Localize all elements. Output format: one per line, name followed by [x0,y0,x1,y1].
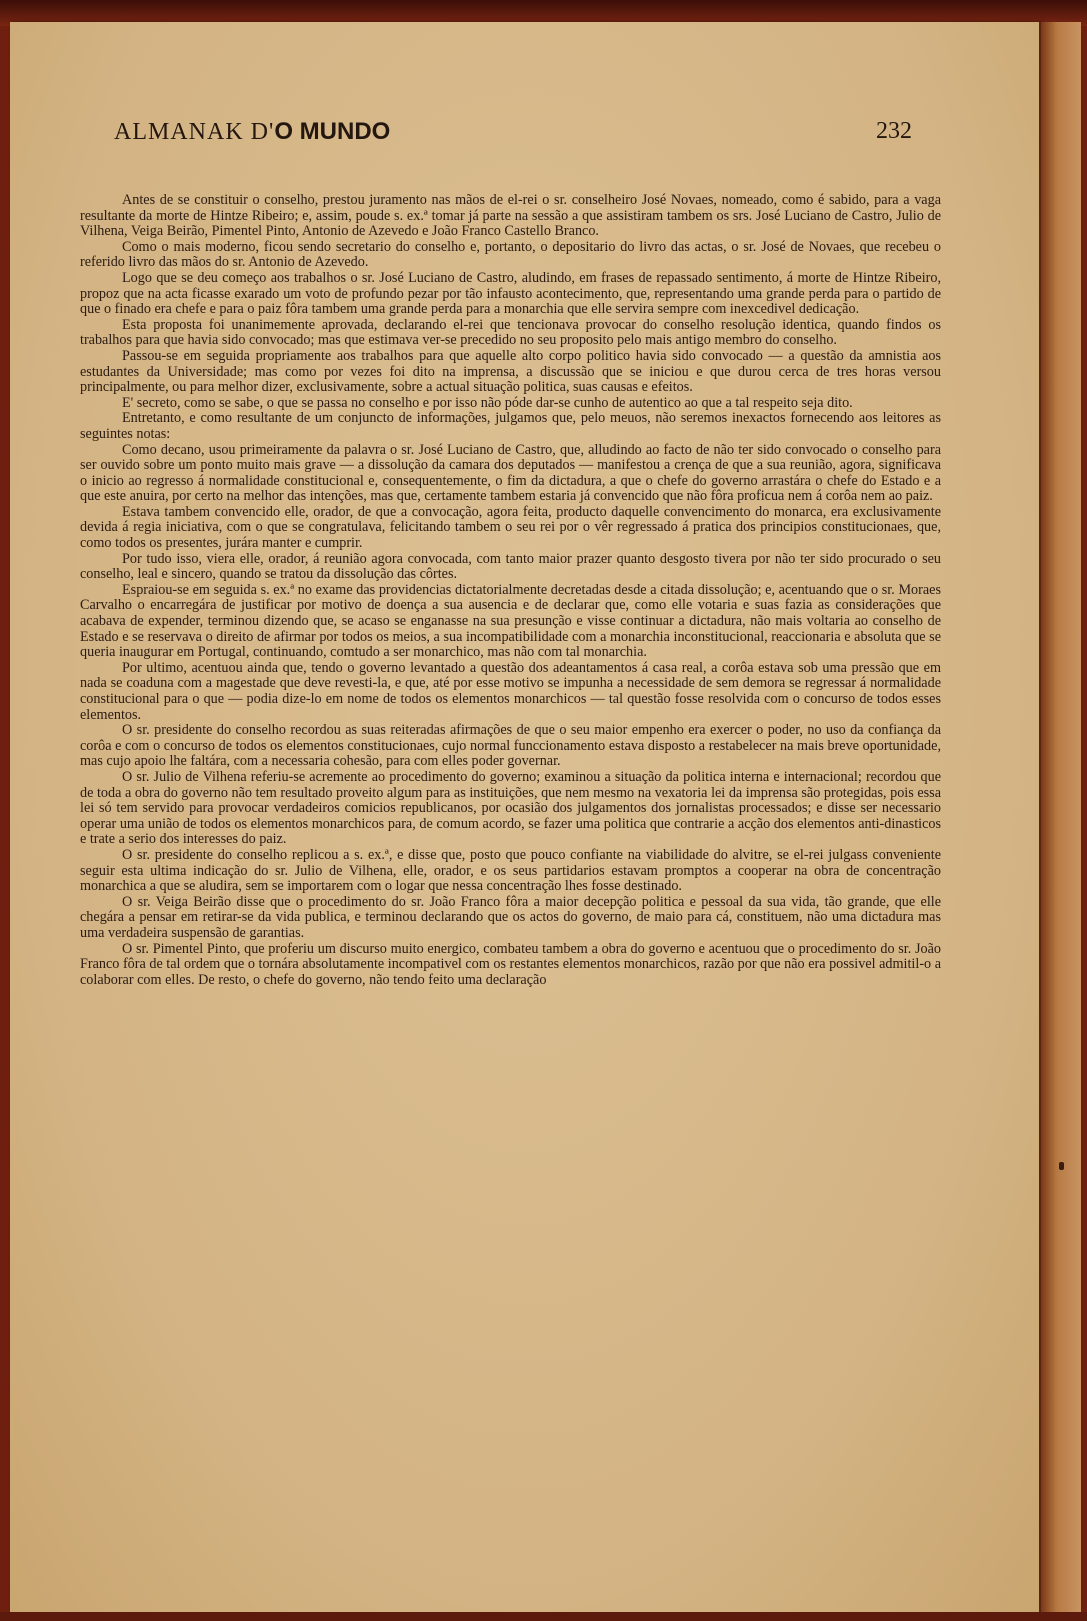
paragraph: Esta proposta foi unanimemente aprovada, declarando el-rei que tencionava provocar do conselho resolução identica, quando findos os trabalhos para que havia sido convocado; mas que estimava ver-se precedido no seu proposito pelo mais antigo membro do conselho. [80,316,941,349]
paragraph: Por ultimo, acentuou ainda que, tendo o governo levantado a questão dos adeantamentos á casa real, a corôa estava sob uma pressão que em nada se coaduna com a magestade que deve revesti-la, e que, até por esse motivo se impunha a necessidade de sem demora se regressar á normalidade constitucional para o que — podia dize-lo em nome de todos os elementos monarchicos — tal questão fosse resolvida com o concurso de todos esses elementos. [80,659,941,723]
paragraph: Antes de se constituir o conselho, prestou juramento nas mãos de el-rei o sr. conselheiro José Novaes, nomeado, como é sabido, para a vaga resultante da morte de Hintze Ribeiro; e, assim, poude s. ex.ª tomar já parte na sessão a que assistiram tambem os srs. José Luciano de Castro, Julio de Vilhena, Veiga Beirão, Pimentel Pinto, Antonio de Azevedo e João Franco Castello Branco. [80,193,941,240]
paragraph: Por tudo isso, viera elle, orador, á reunião agora convocada, com tanto maior prazer quanto desgosto tivera por não ter sido procurado o seu conselho, leal e sincero, quando se tratou da dissolução das côrtes. [80,550,941,583]
paragraph: Como o mais moderno, ficou sendo secretario do conselho e, portanto, o depositario do livro das actas, o sr. José de Novaes, que recebeu o referido livro das mãos do sr. Antonio de Azevedo. [80,238,941,271]
running-header [114,118,912,158]
page-number: 232 [876,118,912,144]
paragraph: O sr. Julio de Vilhena referiu-se acremente ao procedimento do governo; examinou a situação da politica interna e internacional; recordou que de toda a obra do governo não tem resultado proveito algum para as instituições, que nem mesmo na vexatoria lei da imprensa são protegidas, pois essa lei só tem servido para provocar verdadeiros comicios republicanos, por ocasião dos julgamentos dos jornalistas processados; e disse ser necessario operar uma união de todos os elementos monarchicos para, de comum acordo, se fazer uma politica que contrarie a acção dos elementos anti-dinasticos e trate a serio dos interesses do paiz. [80,768,941,848]
paragraph: Como decano, usou primeiramente da palavra o sr. José Luciano de Castro, que, alludindo ao facto de não ter sido convocado o conselho para ser ouvido sobre um ponto muito mais grave — a dissolução da camara dos deputados — manifestou a crença de que a sua reunião, agora, significava o inicio ao regresso á normalidade constitucional e, consequentemente, o fim da dictadura, a que o chefe do governo arrastára o chefe do Estado e a que este anuira, por certo na melhor das intenções, mas que, certamente tambem estaria já convencido que não fôra proficua nem á corôa nem ao paiz. [80,441,941,505]
paragraph: Espraiou-se em seguida s. ex.ª no exame das providencias dictatorialmente decretadas desde a citada dissolução; e, acentuando que o sr. Moraes Carvalho o encarregára de justificar por motivo de doença a sua ausencia e de declarar que, como elle votaria e suas fazia as considerações que acabava de expender, terminou dizendo que, se acaso se enganasse na sua presunção e visse continuar a dictadura, não mais voltaria ao conselho de Estado e se reservava o direito de afirmar por todos os meios, a sua incompatibilidade com a monarchia inconstitucional, reaccionaria e absoluta que se queria inaugurar em Portugal, continuando, comtudo a ser monarchico, mas não com tal monarchia. [80,581,941,661]
paragraph: Passou-se em seguida propriamente aos trabalhos para que aquelle alto corpo politico havia sido convocado — a questão da amnistia aos estudantes da Universidade; mas como por vezes foi dito na imprensa, a discussão que se iniciou e que durou cerca de tres horas versou principalmente, ou para melhor dizer, exclusivamente, sobre a actual situação politica, suas causas e efeitos. [80,347,941,396]
paragraph: Logo que se deu começo aos trabalhos o sr. José Luciano de Castro, aludindo, em frases de repassado sentimento, á morte de Hintze Ribeiro, propoz que na acta ficasse exarado um voto de profundo pezar por tão infausto acontecimento, que, representando uma grande perda para o partido de que o finado era chefe e para o paiz fôra tambem uma grande perda para a monarchia que elle servira sempre com inexcedivel dedicação. [80,269,941,318]
paragraph: O sr. presidente do conselho replicou a s. ex.ª, e disse que, posto que pouco confiante na viabilidade do alvitre, se el-rei julgass conveniente seguir esta ultima indicação do sr. Julio de Vilhena, elle, orador, e os seus partidarios estavam promptos a cooperar na obra de concentração monarchica a que se aludira, sem se importarem com o logar que nessa concentração lhes fosse destinado. [80,846,941,895]
paragraph: Entretanto, e como resultante de um conjuncto de informações, julgamos que, pelo meuos, não seremos inexactos fornecendo aos leitores as seguintes notas: [80,410,941,442]
paragraph: O sr. presidente do conselho recordou as suas reiteradas afirmações de que o seu maior empenho era exercer o poder, no uso da confiança da corôa e com o concurso de todos os elementos constitucionaes, cujo normal funccionamento estava disposto a restabelecer na mais breve oportunidade, mas cujo apoio lhe faltára, com a necessaria cohesão, para com elles poder governar. [80,722,941,770]
page-edge-mark [1059,1162,1064,1170]
running-title [114,118,390,146]
running-title-part1: ALMANAK D' [114,119,275,145]
paragraph: E' secreto, como se sabe, o que se passa no conselho e por isso não póde dar-se cunho de autentico ao que a tal respeito seja dito. [122,394,853,411]
paragraph: O sr. Pimentel Pinto, que proferiu um discurso muito energico, combateu tambem a obra do governo e acentuou que o procedimento do sr. João Franco fôra de tal ordem que o tornára absolutamente incompativel com os restantes elementos monarchicos, razão por que não era possivel admitil-o a colaborar com elles. De resto, o chefe do governo, não tendo feito uma declaração [80,940,941,988]
article-body [80,193,941,1598]
running-title-part2: O MUNDO [274,118,391,145]
paragraph: O sr. Veiga Beirão disse que o procedimento do sr. João Franco fôra a maior decepção politica e pessoal da sua vida, tão grande, que elle chegára a pensar em retirar-se da vida publica, e terminou declarando que os actos do governo, de maio para cá, constituem, não uma dictadura mas uma verdadeira suspensão de garantias. [80,893,941,941]
background-bottom [0,1612,1087,1621]
page-edge [1039,22,1081,1612]
paragraph: Estava tambem convencido elle, orador, de que a convocação, agora feita, producto daquelle convencimento do monarca, era exclusivamente devida á regia iniciativa, com o que se congratulava, felicitando tambem o seu rei por o vêr regressado á pratica dos principios constitucionaes, que, como todos os presentes, jurára manter e cumprir. [80,503,941,552]
